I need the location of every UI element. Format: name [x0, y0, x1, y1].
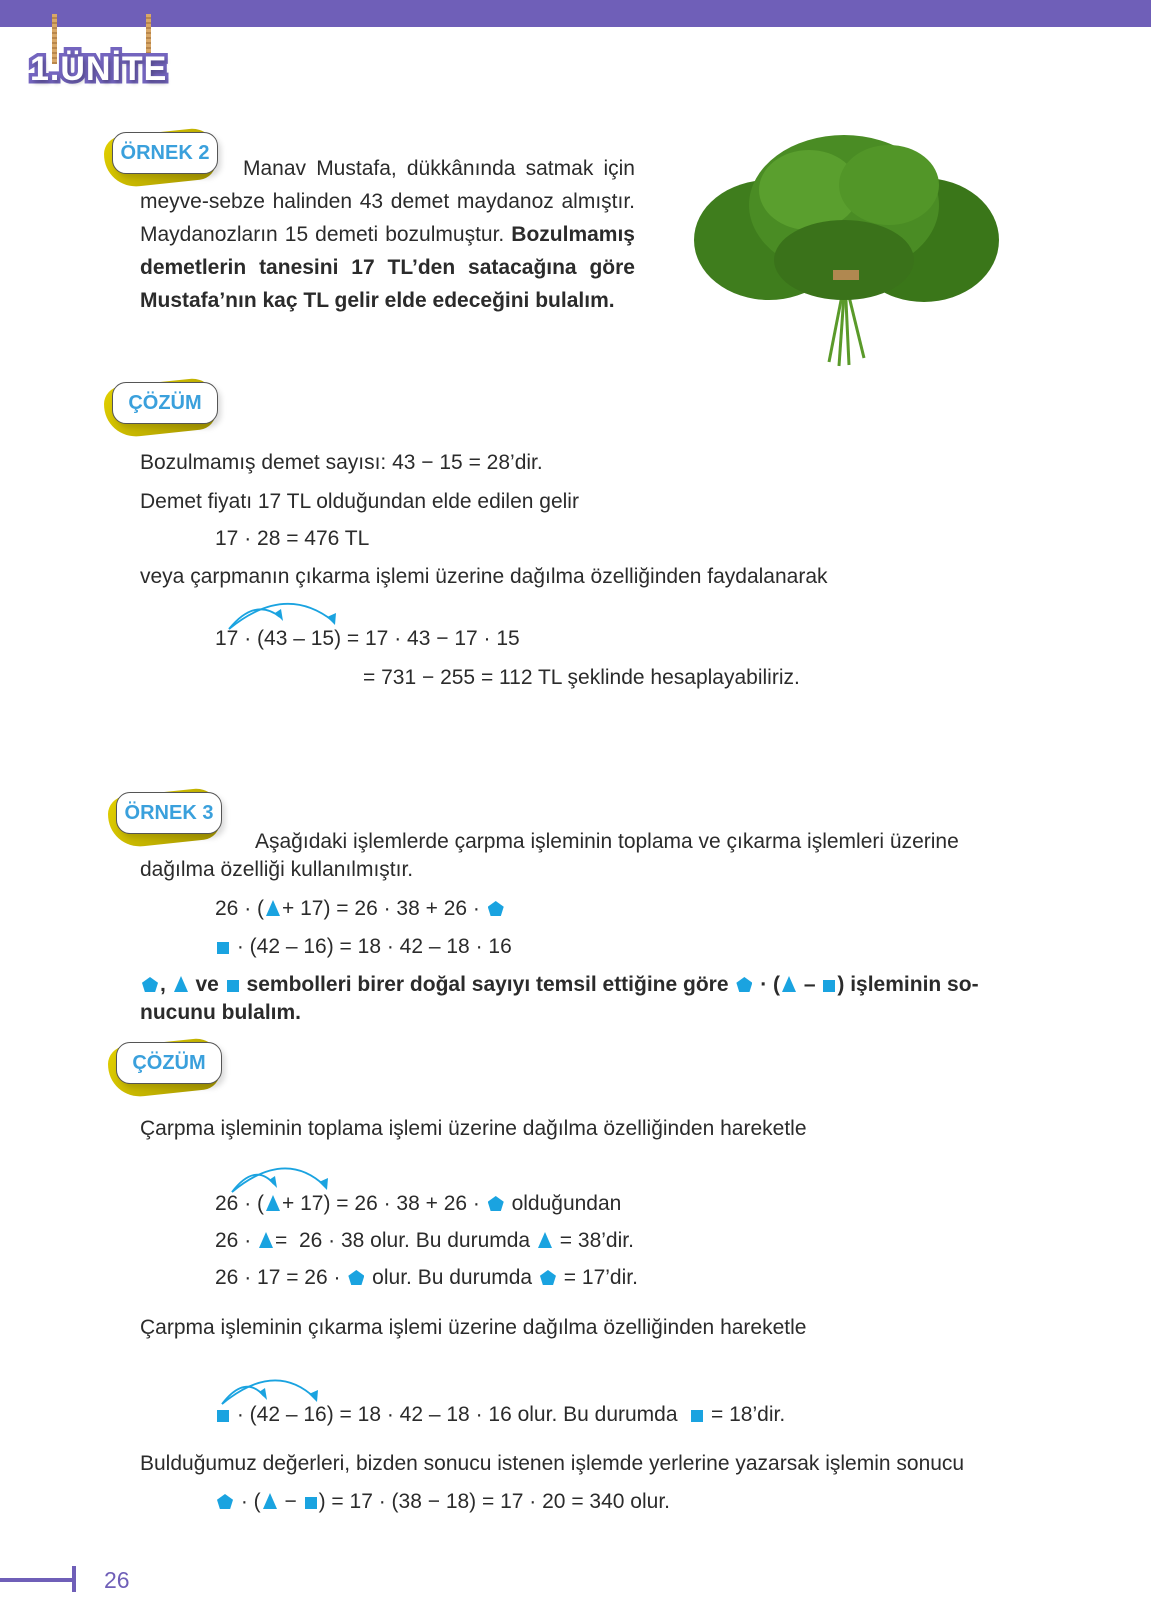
text-segment: 26 · (: [215, 897, 265, 920]
text-segment: 26 · 17 = 26 ·: [215, 1266, 347, 1289]
pentagon-icon: [142, 977, 158, 992]
text-line: [140, 564, 828, 590]
text-segment: = 17’dir.: [557, 1266, 638, 1289]
text-line: [140, 1315, 806, 1341]
text-line: [215, 1265, 638, 1291]
distribution-arrows-icon: [230, 1160, 340, 1196]
text-line: [140, 972, 979, 998]
square-icon: [823, 980, 835, 992]
text-segment: Bozulmamış demet sayısı: 43 − 15 = 28’dir.: [140, 451, 543, 474]
text-segment: Çarpma işleminin çıkarma işlemi üzerine dağılma özelliğinden hareketle: [140, 1316, 807, 1339]
text-segment: · (: [235, 1490, 261, 1513]
footer-tick: [72, 1566, 76, 1592]
triangle-icon: [259, 1232, 273, 1248]
text-segment: ,: [160, 973, 172, 996]
footer-line: [0, 1578, 72, 1582]
pentagon-icon: [217, 1494, 233, 1509]
text-segment: ) işleminin so-: [837, 973, 979, 996]
text-line: [140, 1116, 807, 1142]
text-line: [215, 934, 512, 960]
parsley-image: [689, 130, 1001, 370]
text-segment: –: [798, 973, 822, 996]
text-segment: −: [278, 1490, 303, 1513]
text-segment: + 17) = 26 · 38 + 26 ·: [282, 897, 486, 920]
text-line: [255, 829, 959, 855]
text-segment: nucunu bulalım.: [140, 1001, 301, 1024]
text-segment: 17 · 28 = 476 TL: [215, 527, 370, 550]
top-bar: [0, 0, 1151, 27]
text-line: [363, 665, 800, 691]
text-segment: · (: [754, 973, 781, 996]
example-2-question: Manav Mustafa, dükkânında satmak için meyve-sebze halinden 43 demet maydanoz almıştır. Maydanozların 15 demeti bozulmuştur. Bozulmamış demetlerin tanesini 17 TL’den satacağına göre Mustafa’nın kaç TL gelir elde edeceğini bulalım.: [140, 157, 635, 312]
text-segment: · (42 – 16) = 18 · 42 – 18 · 16 olur. Bu durumda: [231, 1403, 690, 1426]
text-segment: = 38’dir.: [553, 1229, 634, 1252]
text-line: [215, 526, 369, 552]
distribution-arrows-icon: [220, 1372, 330, 1408]
unit-logo: 1.ÜNİTE: [28, 14, 168, 94]
text-segment: Aşağıdaki işlemlerde çarpma işleminin toplama ve çıkarma işlemleri üzerine: [255, 830, 959, 853]
square-icon: [217, 1410, 229, 1422]
text-line: [140, 1451, 964, 1477]
triangle-icon: [266, 1195, 280, 1211]
pentagon-icon: [348, 1270, 364, 1285]
triangle-icon: [174, 976, 188, 992]
text-segment: sembolleri birer doğal sayıyı temsil ettiğine göre: [240, 973, 735, 996]
example-3-badge: ÖRNEK 3: [108, 788, 228, 844]
pentagon-icon: [488, 901, 504, 916]
text-segment: 26 ·: [215, 1229, 258, 1252]
pentagon-icon: [540, 1270, 556, 1285]
triangle-icon: [782, 976, 796, 992]
text-line: [140, 450, 543, 476]
text-segment: olduğundan: [505, 1192, 622, 1215]
text-segment: 26 · (: [215, 1192, 265, 1215]
text-segment: Demet fiyatı 17 TL olduğundan elde edilen gelir: [140, 490, 579, 513]
square-icon: [691, 1410, 703, 1422]
solution-badge-2: ÇÖZÜM: [108, 1038, 228, 1094]
distribution-arrows-icon: [225, 595, 345, 631]
text-segment: olur. Bu durumda: [366, 1266, 538, 1289]
example-2-badge: ÖRNEK 2: [104, 128, 224, 184]
text-segment: dağılma özelliği kullanılmıştır.: [140, 858, 414, 881]
text-line: [140, 489, 579, 515]
text-line: [215, 896, 506, 922]
pentagon-icon: [736, 977, 752, 992]
triangle-icon: [263, 1493, 277, 1509]
square-icon: [217, 942, 229, 954]
square-icon: [227, 980, 239, 992]
text-segment: veya çarpmanın çıkarma işlemi üzerine dağılma özelliğinden faydalanarak: [140, 565, 828, 588]
text-segment: = 731 − 255 = 112 TL şeklinde hesaplayabiliriz.: [363, 666, 800, 689]
text-line: [140, 1000, 301, 1026]
text-segment: = 18’dir.: [705, 1403, 786, 1426]
square-icon: [305, 1497, 317, 1509]
triangle-icon: [266, 900, 280, 916]
text-line: [140, 857, 413, 883]
text-line: [215, 1228, 634, 1254]
text-segment: ) = 17 · (38 − 18) = 17 · 20 = 340 olur.: [318, 1490, 670, 1513]
solution-badge: ÇÖZÜM: [104, 378, 224, 434]
text-line: [215, 1489, 670, 1515]
text-segment: · (42 – 16) = 18 · 42 – 18 · 16: [231, 935, 512, 958]
text-segment: + 17) = 26 · 38 + 26 ·: [282, 1192, 486, 1215]
pentagon-icon: [488, 1196, 504, 1211]
page-number: 26: [104, 1567, 130, 1593]
text-segment: 17 · (43 – 15) = 17 · 43 − 17 · 15: [215, 627, 520, 650]
text-segment: ve: [189, 973, 225, 996]
triangle-icon: [538, 1232, 552, 1248]
text-segment: = 26 · 38 olur. Bu durumda: [275, 1229, 536, 1252]
text-segment: Bulduğumuz değerleri, bizden sonucu istenen işlemde yerlerine yazarsak işlemin sonucu: [140, 1452, 965, 1475]
text-segment: Çarpma işleminin toplama işlemi üzerine dağılma özelliğinden hareketle: [140, 1117, 807, 1140]
